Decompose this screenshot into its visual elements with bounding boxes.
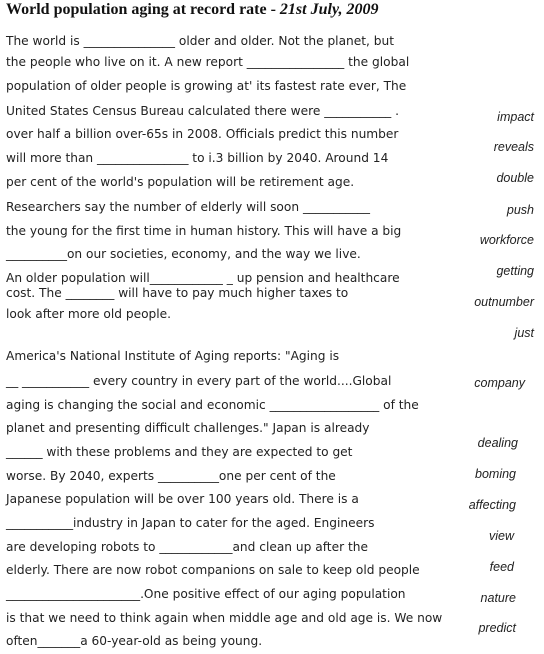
passage-line: ___________industry in Japan to cater for the aged. Engineers [6,516,375,530]
passage-line: ______ with these problems and they are expected to get [6,445,353,459]
passage-line: the young for the first time in human history. This will have a big [6,224,402,238]
passage-line: America's National Institute of Aging reports: "Aging is [6,349,340,363]
passage-line: __________on our societies, economy, and the way we live. [6,247,361,261]
passage-line: The world is _______________ older and older. Not the planet, but [6,34,395,48]
passage-line: Researchers say the number of elderly will soon ___________ [6,200,370,214]
word-bank-item: getting [496,264,534,278]
word-bank-item: push [506,203,534,217]
passage-line: planet and presenting difficult challenges." Japan is already [6,421,370,435]
page-title [6,1,378,19]
passage-line: is that we need to think again when middle age and old age is. We now [6,611,443,625]
word-bank-item: nature [480,591,516,605]
passage-line: look after more old people. [6,307,172,321]
word-bank-item: dealing [477,436,518,450]
passage-line: aging is changing the social and economic __________________ of the [6,398,419,412]
title-text: World population aging at record rate - [6,1,276,18]
word-bank-item: company [474,376,525,390]
passage-line: __ ___________ every country in every part of the world....Global [6,374,392,388]
passage-line: elderly. There are now robot companions on sale to keep old people [6,563,420,577]
word-bank-item: outnumber [474,295,534,309]
passage-line: An older population will____________ _ up pension and healthcare [6,271,400,285]
passage-line: ______________________.One positive effect of our aging population [6,587,406,601]
passage-line: over half a billion over-65s in 2008. Officials predict this number [6,127,399,141]
word-bank-item: reveals [493,140,534,154]
word-bank-item: just [514,326,534,340]
word-bank-item: boming [475,467,516,481]
passage-line: will more than _______________ to i.3 billion by 2040. Around 14 [6,151,389,165]
passage-line: are developing robots to ____________and clean up after the [6,540,368,554]
passage-line: Japanese population will be over 100 years old. There is a [6,492,359,506]
word-bank-item: predict [478,621,516,635]
title-date: 21st July, 2009 [279,1,379,18]
word-bank-item: impact [497,110,534,124]
word-bank-item: workforce [479,233,534,247]
passage-line: cost. The ________ will have to pay much higher taxes to [6,286,349,300]
passage-line: population of older people is growing at' its fastest rate ever, The [6,79,407,93]
passage-line: per cent of the world's population will be retirement age. [6,175,355,189]
passage-line: worse. By 2040, experts __________one per cent of the [6,469,336,483]
passage-line: the people who live on it. A new report ________________ the global [6,55,410,69]
word-bank-item: affecting [468,498,516,512]
passage-line: United States Census Bureau calculated there were ___________ . [6,104,400,118]
word-bank-item: double [496,171,534,185]
passage-line: often_______a 60-year-old as being young. [6,634,263,648]
word-bank-item: view [488,529,514,543]
word-bank-item: feed [489,560,514,574]
